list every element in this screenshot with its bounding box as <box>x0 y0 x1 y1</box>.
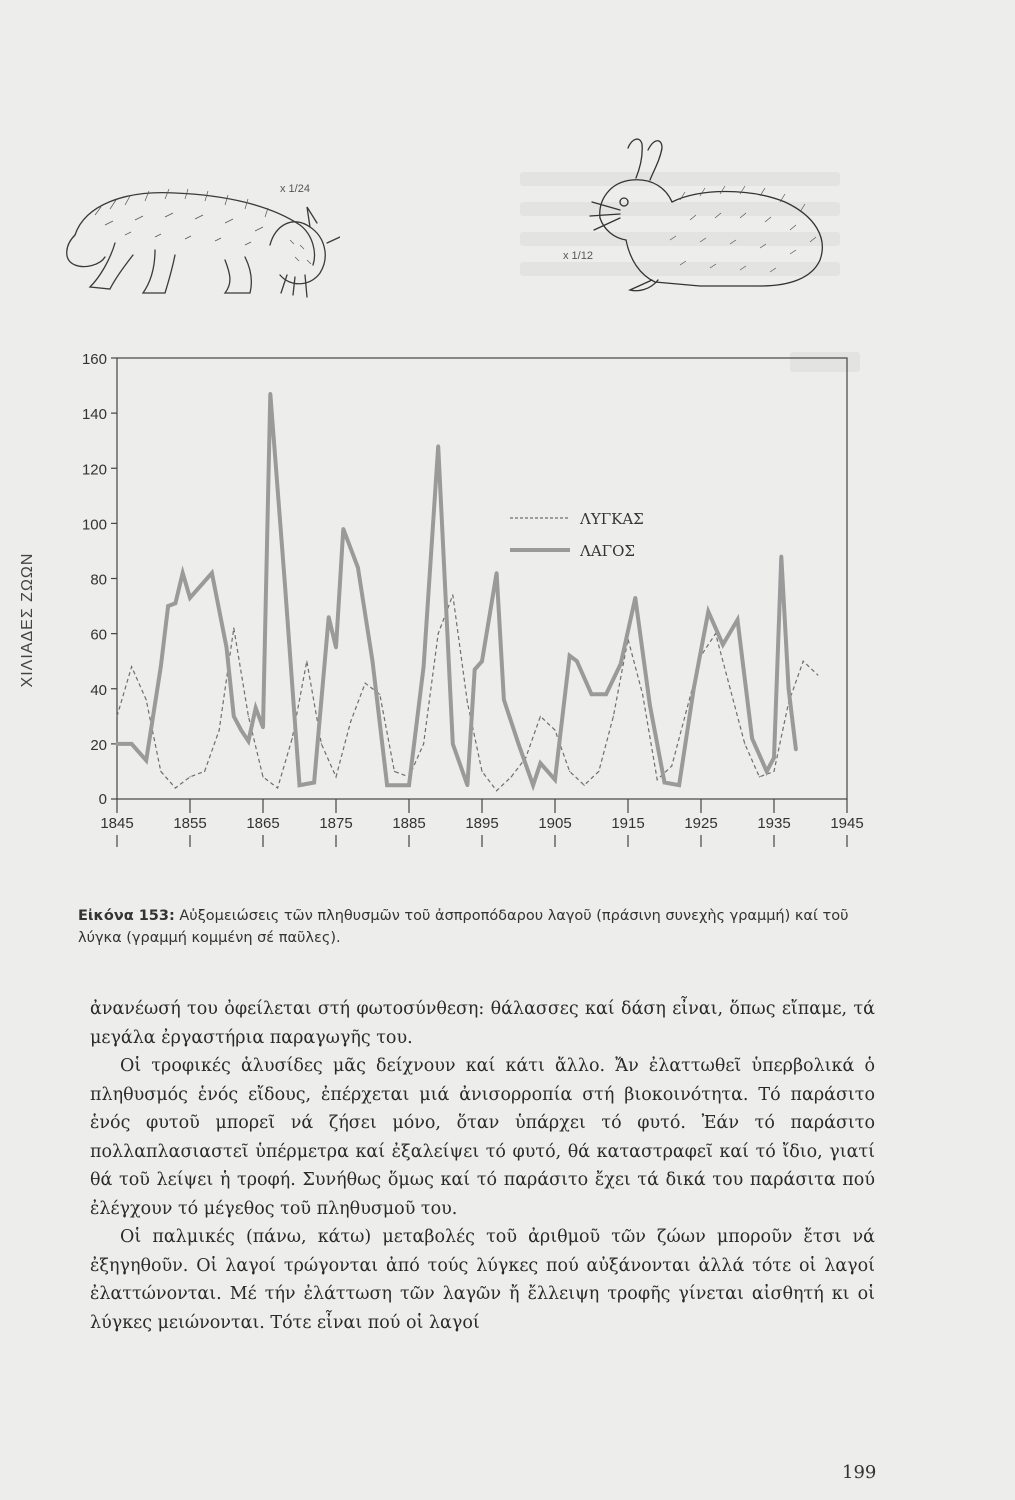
data-point <box>306 661 307 662</box>
data-point <box>677 783 681 787</box>
data-point <box>146 699 147 700</box>
data-point <box>540 716 541 717</box>
data-point <box>750 737 754 741</box>
data-point <box>356 566 360 570</box>
y-tick-label: 20 <box>90 736 107 754</box>
data-point <box>181 571 185 575</box>
data-point <box>269 392 273 396</box>
data-point <box>692 687 696 691</box>
data-point <box>496 790 497 791</box>
data-point <box>422 665 426 669</box>
y-axis-title-text: ΧΙΛΙΑΔΕΣ ΖΩΩΝ <box>19 552 36 688</box>
data-point <box>438 633 439 634</box>
data-point <box>619 662 623 666</box>
x-tick-label: 1915 <box>611 815 645 832</box>
figure-caption-text: Αὐξομειώσεις τῶν πληθυσμῶν τοῦ ἀσπροπόδαρου λαγοῦ (πράσινη συνεχὴς γραμμή) καί τοῦ λύγκα (γραμμή κομμένη σέ παῦλες). <box>78 908 849 946</box>
population-chart <box>70 340 890 850</box>
data-point <box>803 661 804 662</box>
data-point <box>175 787 176 788</box>
data-point <box>247 739 251 743</box>
data-point <box>248 716 249 717</box>
x-tick-label: 1875 <box>319 815 353 832</box>
data-point <box>481 771 482 772</box>
x-tick-label: 1905 <box>538 815 572 832</box>
data-point <box>553 778 557 782</box>
x-tick-label: 1855 <box>173 815 207 832</box>
data-point <box>436 444 440 448</box>
y-tick-label: 140 <box>81 406 107 424</box>
body-text <box>90 995 875 1337</box>
figure-caption-label: Εἰκόνα 153: <box>78 908 175 924</box>
data-point <box>130 742 134 746</box>
data-point <box>423 743 424 744</box>
data-point <box>321 743 322 744</box>
data-point <box>604 693 608 697</box>
data-point <box>407 783 411 787</box>
data-point <box>452 594 453 595</box>
data-point <box>780 555 784 559</box>
data-point <box>298 783 302 787</box>
y-tick-label: 0 <box>98 791 107 808</box>
data-point <box>342 527 346 531</box>
data-point <box>671 765 672 766</box>
data-point <box>730 688 731 689</box>
data-point <box>495 571 499 575</box>
data-point <box>467 702 468 703</box>
data-point <box>480 659 484 663</box>
paragraph-2: Οἱ τροφικές ἁλυσίδες μᾶς δείχνουν καί κάτι ἄλλο. Ἄν ἐλαττωθεῖ ὑπερβολικά ὁ πληθυσμός ἑνός εἴδους, ἐπέρχεται μιά ἀνισορροπία στή βιοκοινότητα. Τό παράσιτο ἑνός φυτοῦ μπορεῖ νά ζήσει μόνο, ὅταν ὑπάρχει τό φυτό. Ἐάν τό παράσιτο πολλαπλασιαστεῖ ὑπέρμετρα καί ἐξαλείψει τό φυτό, θά καταστραφεῖ καί τό ἴδιο, γιατί θά τοῦ λείψει ἡ τροφή. Συνήθως ὅμως καί τό παράσιτο ἔχει τά δικά του παράσιτα πού ἐλέγχουν τό μέγεθος τοῦ πληθυσμοῦ του. <box>90 1056 875 1219</box>
data-point <box>292 738 293 739</box>
data-point <box>794 748 798 752</box>
x-tick-label: 1935 <box>757 815 791 832</box>
legend-label-hare: ΛΑΓΟΣ <box>580 542 635 560</box>
data-point <box>385 783 389 787</box>
x-tick-label: 1895 <box>465 815 499 832</box>
data-point <box>312 781 316 785</box>
y-tick-label: 160 <box>81 351 107 368</box>
data-point <box>613 716 614 717</box>
hare-scale-label: x 1/12 <box>563 250 593 262</box>
data-point <box>554 730 555 731</box>
data-point <box>335 776 336 777</box>
x-tick-label: 1865 <box>246 815 280 832</box>
data-point <box>350 721 351 722</box>
data-point <box>584 785 585 786</box>
plot-frame <box>117 358 847 799</box>
data-point <box>277 787 278 788</box>
data-point <box>239 728 243 732</box>
data-point <box>159 665 163 669</box>
data-point <box>539 761 543 765</box>
y-tick-label: 40 <box>90 681 107 699</box>
data-point <box>233 628 234 629</box>
data-point <box>466 783 470 787</box>
data-point <box>144 759 148 763</box>
data-point <box>115 742 119 746</box>
data-point <box>379 694 380 695</box>
lynx-scale-label: x 1/24 <box>280 183 310 195</box>
figure-caption <box>78 905 858 949</box>
data-point <box>451 742 455 746</box>
data-point <box>204 771 205 772</box>
x-tick-label: 1845 <box>100 815 134 832</box>
data-point <box>393 783 397 787</box>
data-point <box>736 618 740 622</box>
data-point <box>517 742 521 746</box>
data-point <box>365 683 366 684</box>
data-point <box>568 654 572 658</box>
y-tick-label: 100 <box>81 516 107 534</box>
data-point <box>210 571 214 575</box>
x-tick-label: 1925 <box>684 815 718 832</box>
data-point <box>188 596 192 600</box>
data-point <box>773 771 774 772</box>
data-point <box>334 646 338 650</box>
data-point <box>759 776 760 777</box>
data-point <box>283 582 287 586</box>
x-tick-label: 1885 <box>392 815 426 832</box>
data-point <box>232 715 236 719</box>
data-point <box>817 674 818 675</box>
hare-illustration <box>580 130 840 305</box>
data-point <box>131 666 132 667</box>
series-line-hare <box>117 394 796 785</box>
data-point <box>160 771 161 772</box>
y-axis-title <box>8 520 48 720</box>
data-point <box>744 743 745 744</box>
data-point <box>219 730 220 731</box>
page-number: 199 <box>842 1462 877 1483</box>
data-point <box>569 771 570 772</box>
data-point <box>116 716 117 717</box>
data-point <box>642 694 643 695</box>
y-tick-label: 60 <box>90 626 107 644</box>
data-point <box>262 776 263 777</box>
y-tick-label: 120 <box>81 461 107 479</box>
paragraph-3: Οἱ παλμικές (πάνω, κάτω) μεταβολές τοῦ ἀριθμοῦ τῶν ζώων μποροῦν ἔτσι νά ἐξηγηθοῦν. Οἱ λαγοί τρώγονται ἀπό τούς λύγκες πού αὐξάνονται ἀλλά τότε οἱ λαγοί ἐλαττώνονται. Μέ τήν ἐλάττωση τῶν λαγῶν ἤ ἔλλειψη τροφῆς γίνεται αἰσθητή κι οἱ λύγκες μειώνονται. Τότε εἶναι πού οἱ λαγοί <box>90 1227 875 1333</box>
data-point <box>772 756 776 760</box>
data-point <box>174 602 178 606</box>
data-point <box>765 770 769 774</box>
data-point <box>371 659 375 663</box>
data-point <box>648 704 652 708</box>
data-point <box>327 615 331 619</box>
data-point <box>502 698 506 702</box>
data-point <box>473 668 477 672</box>
data-point <box>657 779 658 780</box>
data-point <box>261 726 265 730</box>
data-point <box>166 604 170 608</box>
x-tick-label: 1945 <box>830 815 864 832</box>
data-point <box>598 771 599 772</box>
data-point <box>511 776 512 777</box>
data-point <box>575 659 579 663</box>
data-point <box>721 643 725 647</box>
y-tick-label: 80 <box>90 571 107 589</box>
data-point <box>254 706 258 710</box>
data-point <box>707 610 711 614</box>
data-point <box>590 693 594 697</box>
data-point <box>531 783 535 787</box>
data-point <box>686 710 687 711</box>
data-point <box>225 646 229 650</box>
data-point <box>663 781 667 785</box>
data-point <box>634 596 638 600</box>
data-point <box>787 687 791 691</box>
legend-label-lynx: ΛΥΓΚΑΣ <box>580 510 644 528</box>
data-point <box>189 776 190 777</box>
data-point <box>394 771 395 772</box>
paragraph-1: ἀνανέωσή του ὀφείλεται στή φωτοσύνθεση: θάλασσες καί δάση εἶναι, ὅπως εἴπαμε, τά μεγάλα ἐργαστήρια παραγωγῆς του. <box>90 999 875 1048</box>
